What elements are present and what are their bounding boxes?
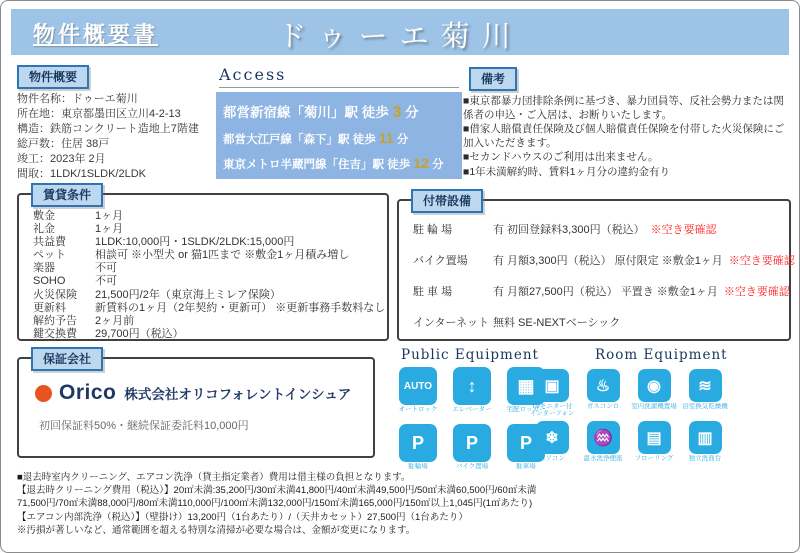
washing-machine-icon: ◉ <box>638 369 671 402</box>
footer-notes <box>17 471 789 537</box>
property-completion-row: 竣工：2023年 2月 <box>17 153 106 165</box>
footer-note-line: 【エアコン内部洗浄（税込）】（壁掛け）13,200円（1台あたり）/（天井カセット）27,500円（1台あたり） <box>17 511 468 523</box>
equipment-tile: ◉ 室内洗濯機置場 <box>631 369 677 417</box>
rental-row: 楽器 不可 <box>33 262 117 275</box>
rental-rows <box>19 195 387 341</box>
amenities-box <box>397 194 795 341</box>
footer-note-line: ■退去時室内クリーニング、エアコン洗浄（貸主指定業者）費用は借主様の負担となります。 <box>17 472 411 483</box>
equipment-tile: ♨ ガスコンロ <box>580 369 626 417</box>
equipment-tile: ▦ 宅配ロッカー <box>501 367 551 420</box>
remarks-list <box>463 95 793 181</box>
bicycle-parking-icon: P <box>399 424 437 462</box>
bathroom-dryer-icon: ≋ <box>689 369 722 402</box>
guarantor-box <box>17 352 375 458</box>
rental-row: 礼金 1ヶ月 <box>33 223 124 236</box>
section-label-overview: 物件概要 <box>17 65 89 89</box>
section-label-amenities: 付帯設備 <box>411 189 483 213</box>
washlet-icon: ♒ <box>587 421 620 454</box>
auto-lock-icon: AUTO <box>399 367 437 405</box>
vanity-icon: ▥ <box>689 421 722 454</box>
guarantor-company-name: 株式会社オリコフォレントインシュア <box>124 387 352 402</box>
tv-intercom-icon: ▣ <box>536 369 569 402</box>
property-structure-row: 構造：鉄筋コンクリート造地上7階建 <box>17 123 199 135</box>
flooring-icon: ▤ <box>638 421 671 454</box>
footer-note-line: 【退去時クリーニング費用（税込）】20㎡未満:35,200円/30㎡未満41,800円/40㎡未満49,500円/50㎡未満60,500円/60㎡未満 <box>17 485 537 497</box>
access-box <box>216 92 462 179</box>
equipment-tile: ▤ フローリング <box>631 421 677 469</box>
equipment-tile: ❄ エアコン <box>529 421 575 469</box>
document-type-label: 物件概要書 <box>33 22 159 47</box>
equipment-tile: P バイク置場 <box>447 424 497 477</box>
access-heading: Access <box>219 65 459 88</box>
rental-row: 更新料 新賃料の1ヶ月（2年契約・更新可） ※更新事務手数料なし <box>33 301 386 314</box>
walk-minutes: 3 <box>392 104 402 121</box>
public-equipment-grid <box>393 367 551 477</box>
station-text: 都営大江戸線「森下」駅 徒歩 <box>223 134 379 146</box>
equipment-tile: AUTO オートロック <box>393 367 443 420</box>
amenity-rows <box>399 201 795 330</box>
property-layout-row: 間取：1LDK/1SLDK/2LDK <box>17 168 146 180</box>
availability-warning: ※空き要確認 <box>723 286 790 298</box>
amenity-row: インターネット 無料 SE-NEXTベーシック <box>413 317 621 329</box>
remark-item: ■セカンドハウスのご利用は出来ません。 <box>463 151 659 164</box>
equipment-tile: P 駐車場 <box>501 424 551 477</box>
minutes-unit: 分 <box>393 134 409 146</box>
elevator-icon: ↕ <box>453 367 491 405</box>
minutes-unit: 分 <box>428 159 444 171</box>
delivery-locker-icon: ▦ <box>507 367 545 405</box>
rental-row: 共益費 1LDK:10,000円・1SLDK/2LDK:15,000円 <box>33 236 295 249</box>
access-line <box>223 130 455 147</box>
car-parking-icon: P <box>507 424 545 462</box>
availability-warning: ※空き要確認 <box>650 224 717 236</box>
equipment-tile: ♒ 温水洗浄便座 <box>580 421 626 469</box>
equipment-tile: ▥ 独立洗面台 <box>682 421 728 469</box>
property-units-row: 総戸数：住居 38戸 <box>17 138 110 150</box>
rental-row: 解約予告 2ヶ月前 <box>33 314 135 327</box>
station-text: 東京メトロ半蔵門線「住吉」駅 徒歩 <box>223 159 414 171</box>
equipment-tile: ▣ TVモニター付インターフォン <box>529 369 575 417</box>
gas-stove-icon: ♨ <box>587 369 620 402</box>
section-label-rental: 賃貸条件 <box>31 183 103 207</box>
room-equipment-grid <box>529 369 728 469</box>
equipment-tile: ↕ エレベーター <box>447 367 497 420</box>
rental-conditions-box <box>17 188 389 341</box>
property-name-row: 物件名称：ドゥーエ菊川 <box>17 93 138 105</box>
property-address-row: 所在地：東京都墨田区立川4-2-13 <box>17 108 181 120</box>
room-equipment-heading: Room Equipment <box>595 347 728 363</box>
orico-logo-icon <box>35 385 52 402</box>
access-line <box>223 101 455 122</box>
rental-row: 鍵交換費 29,700円（税込） <box>33 327 184 340</box>
amenity-row: 駐 車 場 有 月額27,500円（税込） 平置き ※敷金1ヶ月 ※空き要確認 <box>413 283 781 299</box>
public-equipment-heading: Public Equipment <box>401 347 539 363</box>
property-details <box>17 94 213 184</box>
rental-row: SOHO 不可 <box>33 275 117 288</box>
remark-item: ■借家人賠償責任保険及び個人賠償責任保険を付帯した火災保険にご加入いただきます。 <box>463 123 785 149</box>
footer-note-line: 71,500円/70㎡未満88,000円/80㎡未満110,000円/100㎡未満132,000円/150㎡未満165,000円/150㎡以上1,045円(1㎡あたり) <box>17 498 533 510</box>
amenity-row: 駐 輪 場 有 初回登録料3,300円（税込） ※空き要確認 <box>413 221 781 237</box>
rental-row: ペット 相談可 ※小型犬 or 猫1匹まで ※敷金1ヶ月積み増し <box>33 249 350 262</box>
minutes-unit: 分 <box>401 105 419 120</box>
property-title: ドゥーエ菊川 <box>277 19 523 53</box>
remark-item: ■1年未満解約時、賃料1ヶ月分の違約金有り <box>463 165 671 178</box>
rental-row: 火災保険 21,500円/2年（東京海上ミレア保険） <box>33 288 281 301</box>
remark-item: ■東京都暴力団排除条例に基づき、暴力団員等、反社会勢力または関係者の申込・ご入居は、お断りいたします。 <box>463 95 784 121</box>
guarantor-fee-detail: 初回保証料50%・継続保証委託料10,000円 <box>39 420 249 432</box>
amenity-row: バイク置場 有 月額3,300円（税込） 原付限定 ※敷金1ヶ月 ※空き要確認 <box>413 252 781 268</box>
footer-note-line: ※汚損が著しいなど、通常範囲を超える特別な清掃が必要な場合は、金額が変更になります。 <box>17 524 416 536</box>
walk-minutes: 11 <box>378 130 394 146</box>
orico-brand: Orico <box>59 381 117 404</box>
equipment-tile: P 駐輪場 <box>393 424 443 477</box>
section-label-guarantor: 保証会社 <box>31 347 103 371</box>
rental-row: 敷金 1ヶ月 <box>33 210 124 222</box>
availability-warning: ※空き要確認 <box>728 255 795 267</box>
station-text: 都営新宿線「菊川」駅 徒歩 <box>223 105 393 120</box>
equipment-tile: ≋ 浴室換気乾燥機 <box>682 369 728 417</box>
section-label-remarks: 備考 <box>469 67 517 91</box>
walk-minutes: 12 <box>413 155 429 171</box>
header-bar <box>11 9 789 55</box>
access-line <box>223 155 455 172</box>
air-conditioner-icon: ❄ <box>536 421 569 454</box>
motorcycle-parking-icon: P <box>453 424 491 462</box>
